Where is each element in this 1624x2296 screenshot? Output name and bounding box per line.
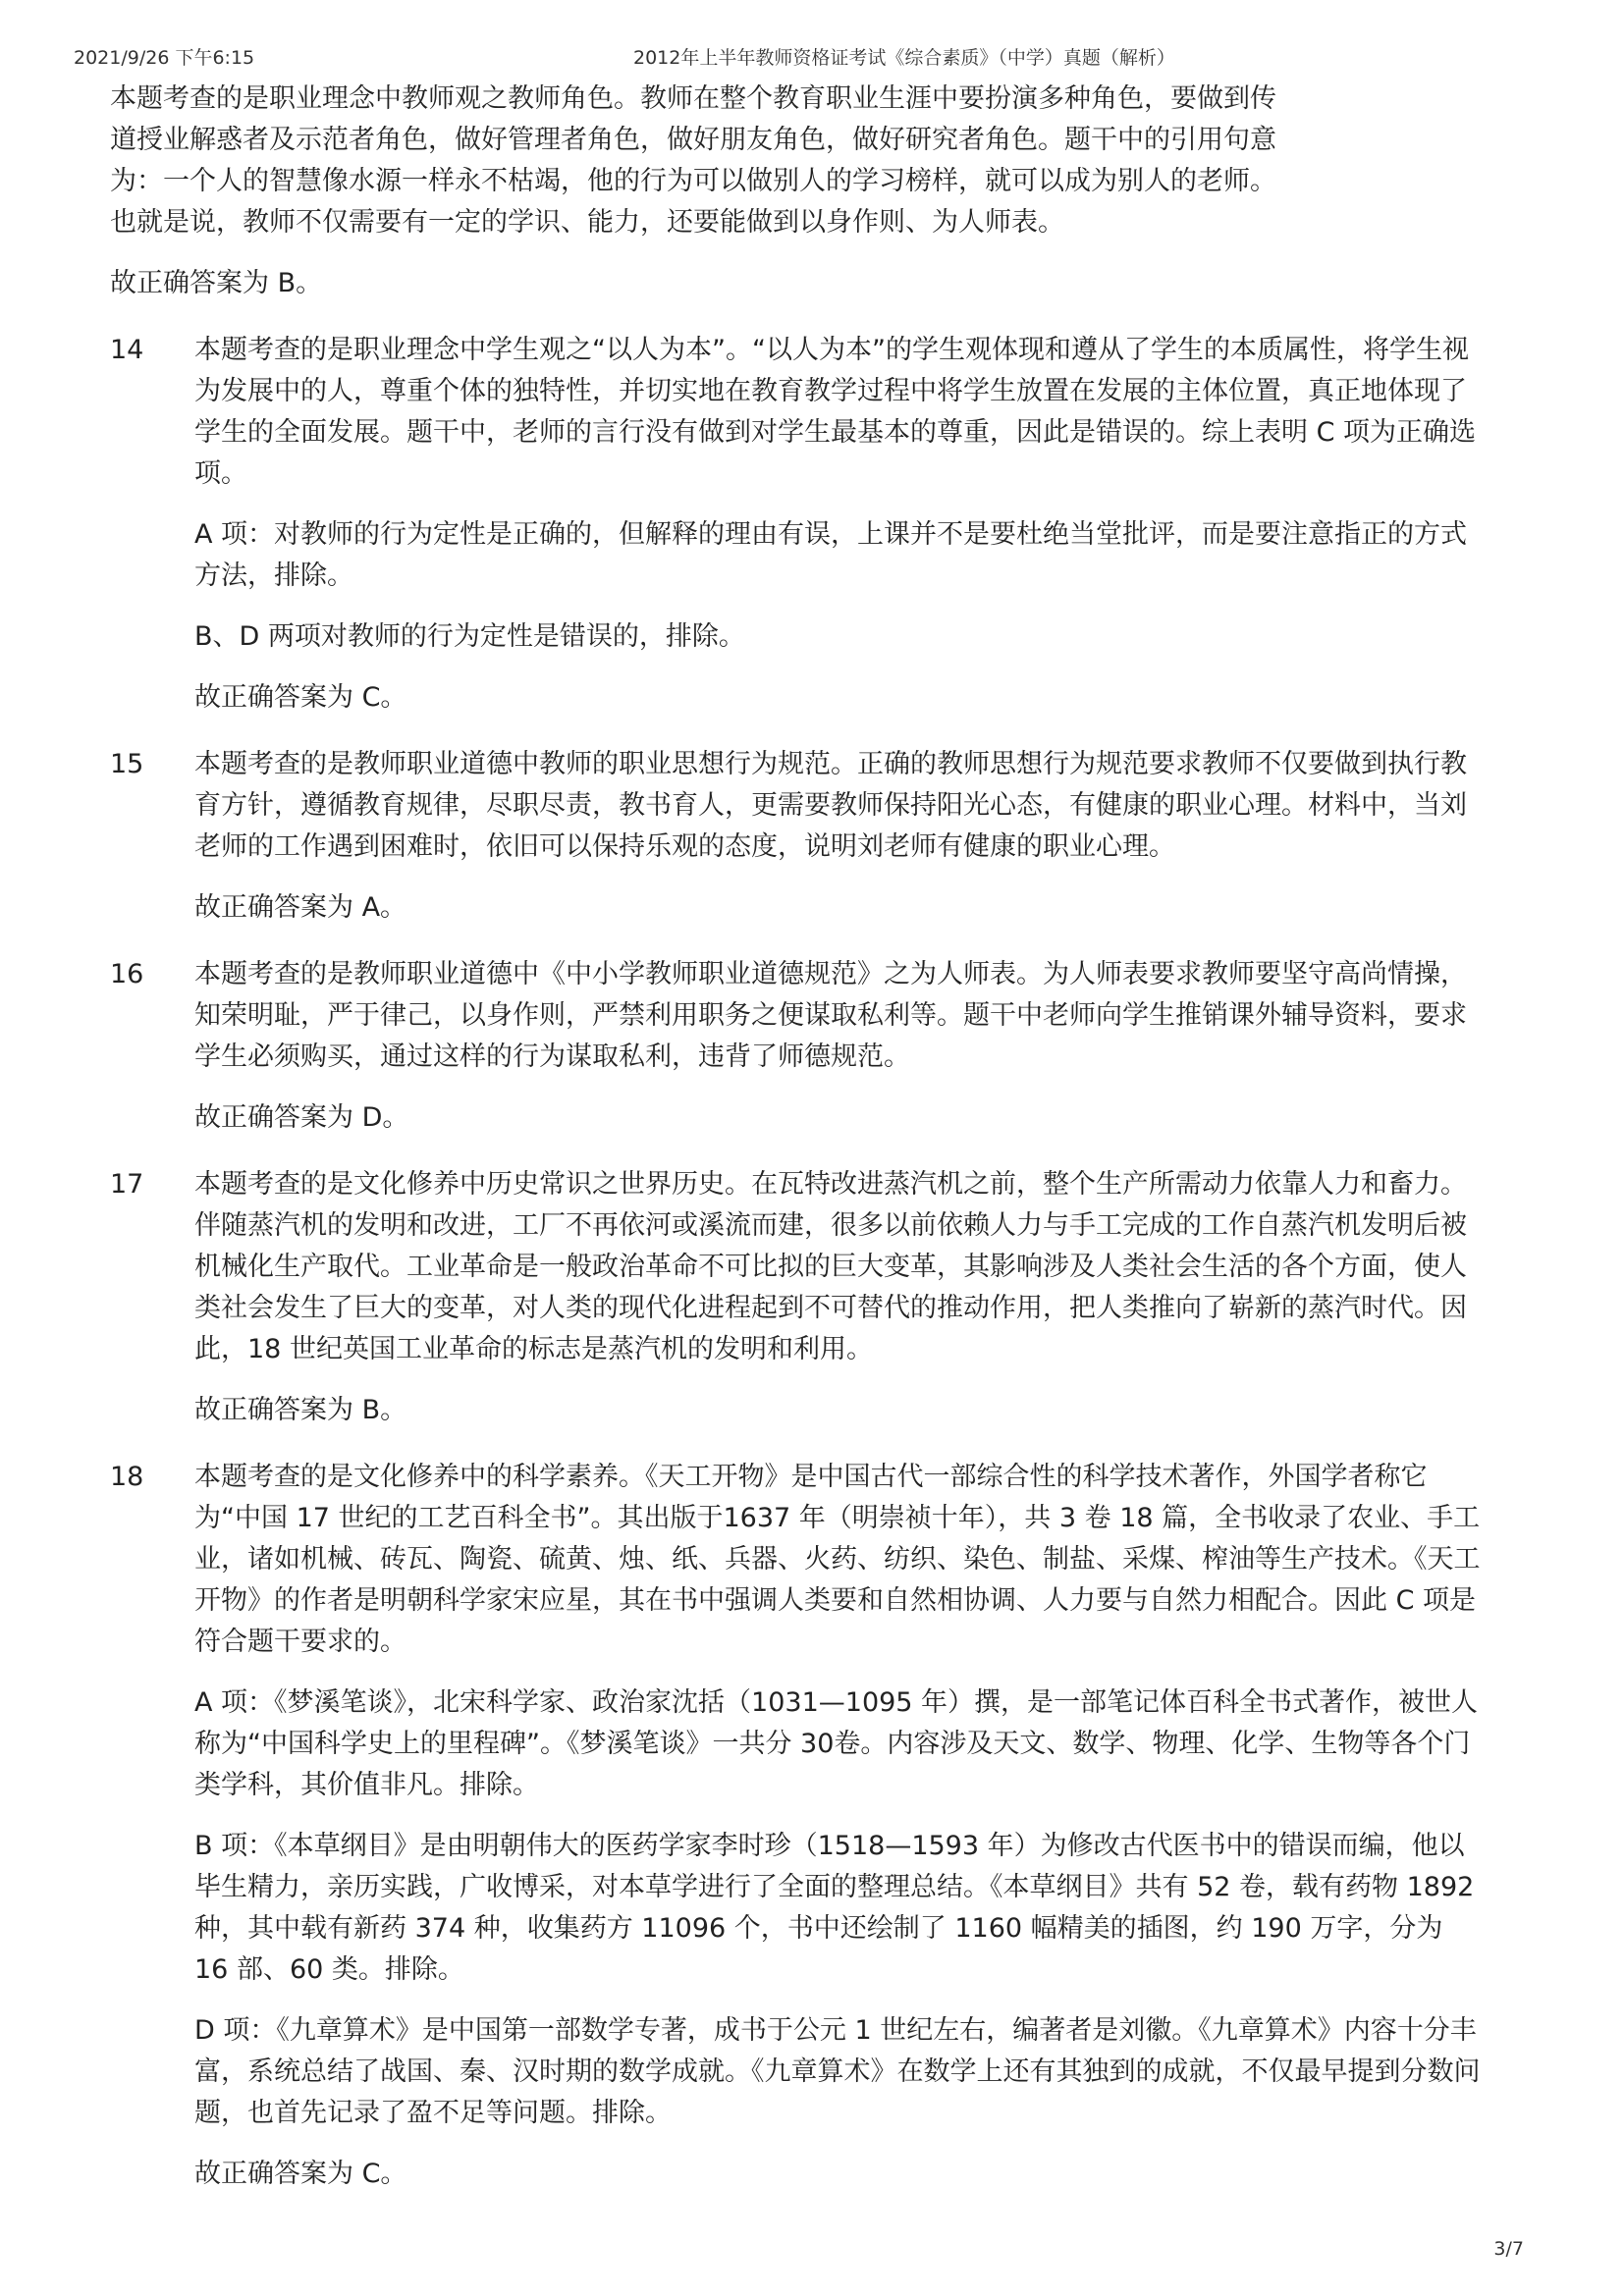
intro-line: 道授业解惑者及示范者角色，做好管理者角色，做好朋友角色，做好研究者角色。题干中的引用句意	[110, 125, 1276, 155]
intro-section	[110, 79, 1485, 304]
explanation-paragraph: 本题考查的是职业理念中学生观之“以人为本”。“以人为本”的学生观体现和遵从了学生的本质属性，将学生视为发展中的人，尊重个体的独特性，并切实地在教育教学过程中将学生放置在发展的主体位置，真正地体现了学生的全面发展。题干中，老师的言行没有做到对学生最基本的尊重，因此是错误的。综上表明 C 项为正确选项。	[194, 335, 1477, 489]
question-number: 17	[110, 1169, 144, 1200]
option-analysis: D 项：《九章算术》是中国第一部数学专著，成书于公元 1 世纪左右，编著者是刘徽。《九章算术》内容十分丰富，系统总结了战国、秦、汉时期的数学成就。《九章算术》在数学上还有其独到的成就，不仅最早提到分数问题，也首先记录了盈不足等问题。排除。	[194, 2015, 1481, 2128]
intro-line: 也就是说，教师不仅需要有一定的学识、能力，还要能做到以身作则、为人师表。	[110, 207, 1064, 238]
question-number: 14	[110, 335, 144, 365]
document-body	[110, 79, 1485, 2195]
question-number: 15	[110, 749, 144, 779]
question-number: 18	[110, 1462, 144, 1492]
question-14	[110, 330, 1485, 719]
explanation-paragraph: 本题考查的是教师职业道德中《中小学教师职业道德规范》之为人师表。为人师表要求教师要坚守高尚情操，知荣明耻，严于律己，以身作则，严禁利用职务之便谋取私利等。题干中老师向学生推销课外辅导资料，要求学生必须购买，通过这样的行为谋取私利，违背了师德规范。	[194, 959, 1467, 1072]
option-analysis: A 项：《梦溪笔谈》，北宋科学家、政治家沈括（1031—1095 年）撰，是一部笔记体百科全书式著作，被世人称为“中国科学史上的里程碑”。《梦溪笔谈》一共分 30卷。内容涉及天文、数学、物理、化学、生物等各个门类学科，其价值非凡。排除。	[194, 1687, 1479, 1800]
page-number: 3/7	[1493, 2238, 1524, 2260]
answer-line: 故正确答案为 C。	[194, 2159, 407, 2189]
intro-answer: 故正确答案为 B。	[110, 268, 323, 298]
answer-line: 故正确答案为 A。	[194, 892, 407, 923]
explanation-paragraph: 本题考查的是文化修养中的科学素养。《天工开物》是中国古代一部综合性的科学技术著作，外国学者称它为“中国 17 世纪的工艺百科全书”。其出版于1637 年（明崇祯十年），共 3 卷 18 篇，全书收录了农业、手工业，诸如机械、砖瓦、陶瓷、硫黄、烛、纸、兵器、火药、纺织、染色、制盐、采煤、榨油等生产技术。《天工开物》的作者是明朝科学家宋应星，其在书中强调人类要和自然相协调、人力要与自然力相配合。因此 C 项是符合题干要求的。	[194, 1462, 1481, 1657]
answer-line: 故正确答案为 D。	[194, 1102, 409, 1133]
intro-line: 本题考查的是职业理念中教师观之教师角色。教师在整个教育职业生涯中要扮演多种角色，要做到传	[110, 83, 1276, 114]
explanation-paragraph: 本题考查的是教师职业道德中教师的职业思想行为规范。正确的教师思想行为规范要求教师不仅要做到执行教育方针，遵循教育规律，尽职尽责，教书育人，更需要教师保持阳光心态，有健康的职业心理。材料中，当刘老师的工作遇到困难时，依旧可以保持乐观的态度，说明刘老师有健康的职业心理。	[194, 749, 1467, 862]
answer-line: 故正确答案为 B。	[194, 1395, 407, 1425]
option-analysis: B 项：《本草纲目》是由明朝伟大的医药学家李时珍（1518—1593 年）为修改古代医书中的错误而编，他以毕生精力，亲历实践，广收博采，对本草学进行了全面的整理总结。《本草纲目》共有 52 卷，载有药物 1892 种，其中载有新药 374 种，收集药方 11096 个，书中还绘制了 1160 幅精美的插图，约 190 万字，分为 16 部、60 类。排除。	[194, 1831, 1475, 1985]
question-18	[110, 1457, 1485, 2195]
question-number: 16	[110, 959, 144, 989]
header-datetime: 2021/9/26 下午6:15	[74, 47, 255, 69]
question-16	[110, 954, 1485, 1139]
header-title: 2012年上半年教师资格证考试《综合素质》（中学）真题（解析）	[633, 47, 1175, 69]
explanation-paragraph: 本题考查的是文化修养中历史常识之世界历史。在瓦特改进蒸汽机之前，整个生产所需动力依靠人力和畜力。伴随蒸汽机的发明和改进，工厂不再依河或溪流而建，很多以前依赖人力与手工完成的工作自蒸汽机发明后被机械化生产取代。工业革命是一般政治革命不可比拟的巨大变革，其影响涉及人类社会生活的各个方面，使人类社会发生了巨大的变革，对人类的现代化进程起到不可替代的推动作用，把人类推向了崭新的蒸汽时代。因此，18 世纪英国工业革命的标志是蒸汽机的发明和利用。	[194, 1169, 1467, 1364]
intro-line: 为：一个人的智慧像水源一样永不枯竭，他的行为可以做别人的学习榜样，就可以成为别人的老师。	[110, 166, 1276, 196]
answer-line: 故正确答案为 C。	[194, 682, 407, 713]
option-analysis: A 项：对教师的行为定性是正确的，但解释的理由有误，上课并不是要杜绝当堂批评，而是要注意指正的方式方法，排除。	[194, 519, 1468, 591]
question-17	[110, 1164, 1485, 1431]
question-15	[110, 744, 1485, 929]
option-analysis: B、D 两项对教师的行为定性是错误的，排除。	[194, 621, 745, 652]
